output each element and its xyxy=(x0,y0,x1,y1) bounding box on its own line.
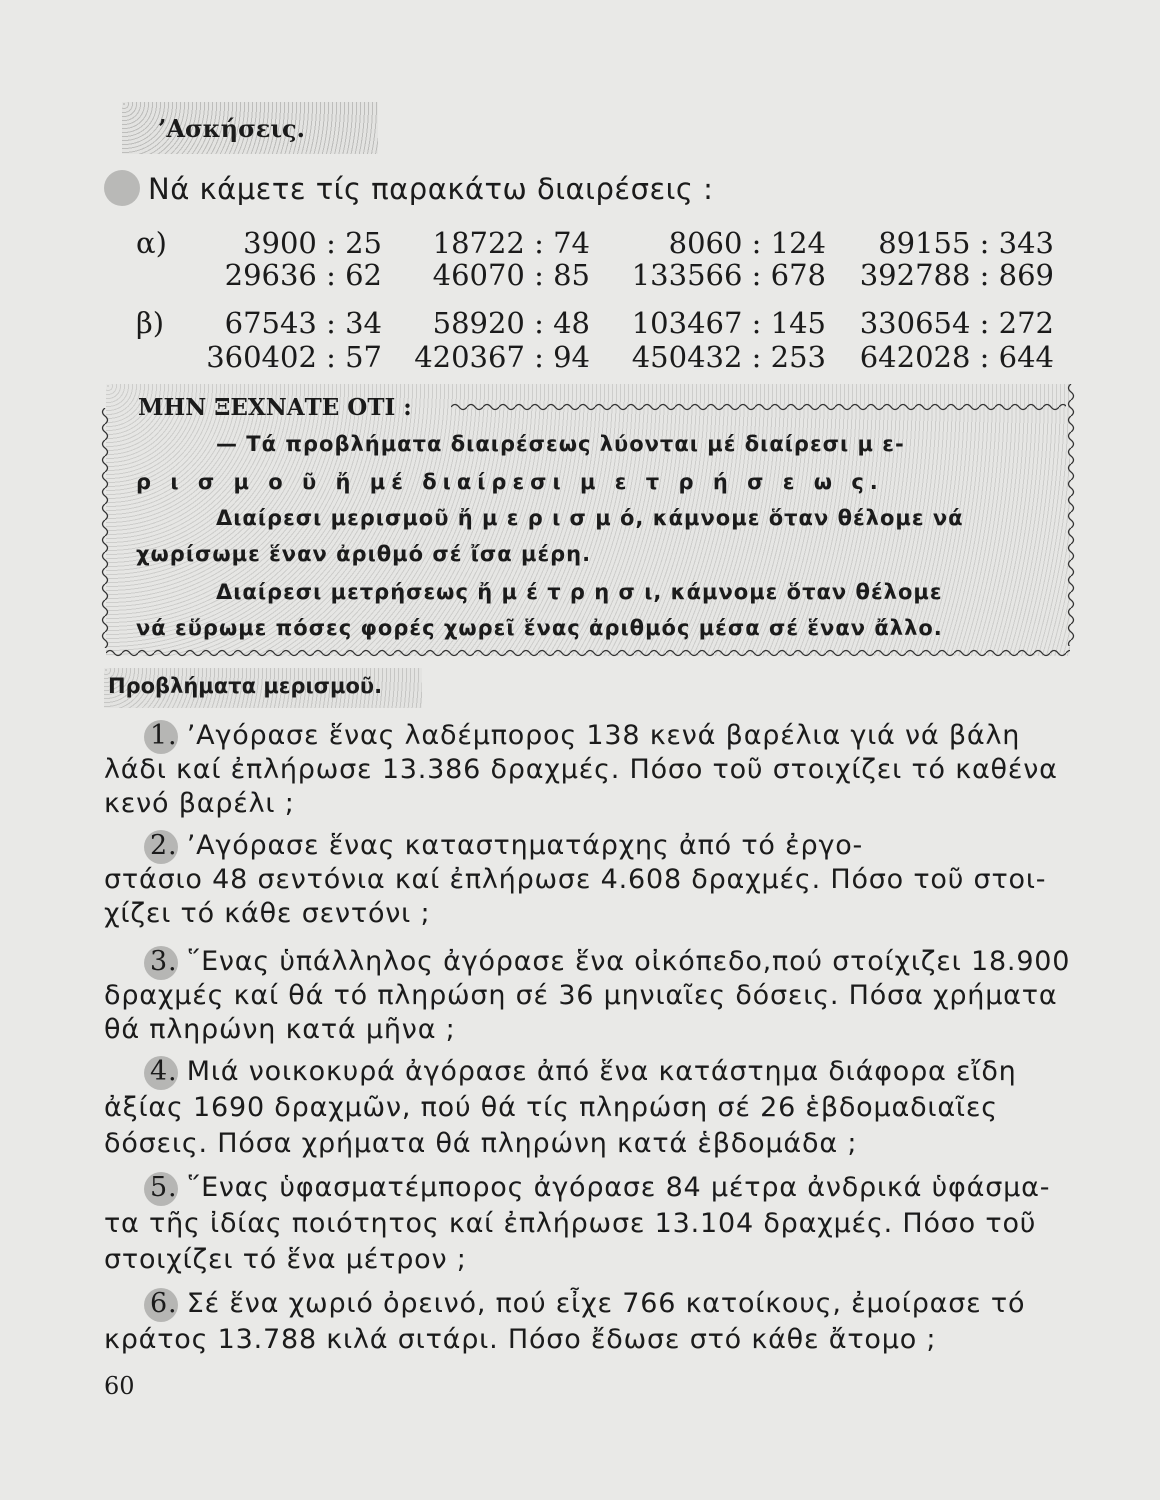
division-row xyxy=(136,340,1066,380)
problems-header-box xyxy=(104,668,422,708)
wavy-border-left xyxy=(98,408,112,648)
division-cell: 420367 : 94 xyxy=(414,340,590,374)
row-label: β) xyxy=(136,306,165,340)
problem-line: λάδι καί ἐπλήρωσε 13.386 δραχμές. Πόσο τοῦ στοιχίζει τό καθένα xyxy=(104,754,1058,785)
problem-line: θά πληρώνη κατά μῆνα ; xyxy=(104,1014,456,1045)
problem-line xyxy=(150,720,1020,751)
division-row xyxy=(136,258,1066,298)
problem-line: κράτος 13.788 κιλά σιτάρι. Πόσο ἔδωσε στό κάθε ἄτομο ; xyxy=(104,1324,937,1355)
exercise-instruction: Νά κάμετε τίς παρακάτω διαιρέσεις : xyxy=(148,172,714,206)
notice-title: ΜΗΝ ΞΕΧΝΑΤΕ ΟΤΙ : xyxy=(138,394,412,421)
wavy-border-bottom xyxy=(106,646,1070,660)
problem-line: δόσεις. Πόσα χρήματα θά πληρώνη κατά ἑβδομάδα ; xyxy=(104,1128,858,1159)
division-cell: 29636 : 62 xyxy=(224,258,382,292)
problem-number: 2. xyxy=(150,830,178,861)
division-cell: 46070 : 85 xyxy=(432,258,590,292)
notice-line: Διαίρεσι μερισμοῦ ἤ μ ε ρ ι σ μ ό, κάμνομε ὅταν θέλομε νά xyxy=(216,506,964,530)
problem-line xyxy=(150,1172,1050,1203)
notice-line: χωρίσωμε ἕναν ἀριθμό σέ ἴσα μέρη. xyxy=(136,542,592,566)
division-cell: 133566 : 678 xyxy=(631,258,826,292)
bullet-icon xyxy=(104,170,140,206)
division-cell: 392788 : 869 xyxy=(859,258,1054,292)
division-cell: 642028 : 644 xyxy=(859,340,1054,374)
row-label: α) xyxy=(136,226,167,260)
division-cell: 58920 : 48 xyxy=(432,306,590,340)
problem-text: Μιά νοικοκυρά ἀγόρασε ἀπό ἕνα κατάστημα διάφορα εἴδη xyxy=(186,1056,1017,1087)
problem-line xyxy=(150,946,1070,977)
problem-line xyxy=(150,830,863,861)
problem-text: ’Αγόρασε ἕνας καταστηματάρχης ἀπό τό ἐργο- xyxy=(186,830,864,861)
division-cell: 3900 : 25 xyxy=(243,226,382,260)
notice-line: νά εὕρωμε πόσες φορές χωρεῖ ἕνας ἀριθμός μέσα σέ ἕναν ἄλλο. xyxy=(136,616,943,640)
problems-header: Προβλήματα μερισμοῦ. xyxy=(108,674,383,698)
page-number: 60 xyxy=(104,1372,135,1400)
division-cell: 89155 : 343 xyxy=(878,226,1054,260)
division-cell: 8060 : 124 xyxy=(668,226,826,260)
problem-line: στάσιο 48 σεντόνια καί ἐπλήρωσε 4.608 δραχμές. Πόσο τοῦ στοι- xyxy=(104,864,1047,895)
notice-box xyxy=(106,384,1070,656)
problem-line: τα τῆς ἰδίας ποιότητος καί ἐπλήρωσε 13.104 δραχμές. Πόσο τοῦ xyxy=(104,1208,1037,1239)
division-cell: 103467 : 145 xyxy=(631,306,826,340)
problem-text: ’Αγόρασε ἕνας λαδέμπορος 138 κενά βαρέλια γιά νά βάλη xyxy=(186,720,1021,751)
notice-line: — Τά προβλήματα διαιρέσεως λύονται μέ διαίρεσι μ ε- xyxy=(216,432,905,456)
problem-number: 4. xyxy=(150,1056,178,1087)
problem-line xyxy=(150,1288,1025,1319)
notice-line: Διαίρεσι μετρήσεως ἤ μ έ τ ρ η σ ι, κάμνομε ὅταν θέλομε xyxy=(216,580,943,604)
exercises-header: ’Ασκήσεις. xyxy=(158,114,305,143)
problem-line: δραχμές καί θά τό πληρώση σέ 36 μηνιαῖες δόσεις. Πόσα χρήματα xyxy=(104,980,1058,1011)
division-cell: 360402 : 57 xyxy=(206,340,382,374)
problem-line: κενό βαρέλι ; xyxy=(104,788,295,819)
problem-text: ῞Ενας ὑφασματέμπορος ἀγόρασε 84 μέτρα ἀνδρικά ὑφάσμα- xyxy=(186,1172,1051,1203)
problem-number: 3. xyxy=(150,946,178,977)
problem-number: 1. xyxy=(150,720,178,751)
wavy-border-top xyxy=(451,400,1066,414)
problem-line: ἀξίας 1690 δραχμῶν, πού θά τίς πληρώση σέ 26 ἑβδομαδιαῖες xyxy=(104,1092,998,1123)
notice-line: ρ ι σ μ ο ῦ ἤ μέ διαίρεσι μ ε τ ρ ή σ ε ω ς. xyxy=(136,470,884,494)
division-cell: 450432 : 253 xyxy=(631,340,826,374)
problem-text: Σέ ἕνα χωριό ὀρεινό, πού εἶχε 766 κατοίκους, ἐμοίρασε τό xyxy=(186,1288,1026,1319)
problem-line: στοιχίζει τό ἕνα μέτρον ; xyxy=(104,1244,467,1275)
problem-number: 5. xyxy=(150,1172,178,1203)
exercises-header-box xyxy=(122,102,378,154)
division-cell: 67543 : 34 xyxy=(224,306,382,340)
problem-line xyxy=(150,1056,1017,1087)
division-cell: 18722 : 74 xyxy=(432,226,590,260)
division-cell: 330654 : 272 xyxy=(859,306,1054,340)
problem-number: 6. xyxy=(150,1288,178,1319)
problem-text: ῞Ενας ὑπάλληλος ἀγόρασε ἕνα οἰκόπεδο,πού στοίχιζει 18.900 xyxy=(186,946,1071,977)
problem-line: χίζει τό κάθε σεντόνι ; xyxy=(104,898,431,929)
